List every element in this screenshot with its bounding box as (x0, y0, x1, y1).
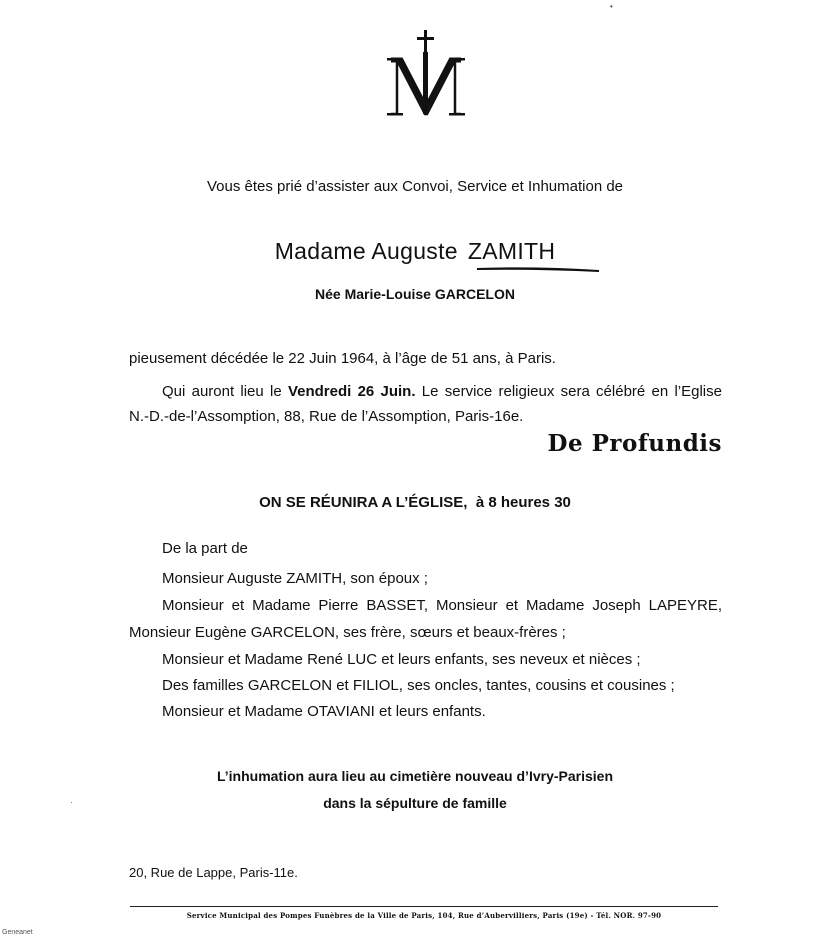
footer-rule (130, 906, 718, 907)
family-intro: De la part de (162, 540, 248, 557)
family-line: Des familles GARCELON et FILIOL, ses oncles, tantes, cousins et cousines ; (162, 677, 675, 694)
surname-underline (477, 266, 599, 272)
deceased-surname: ZAMITH (467, 238, 556, 264)
margin-dot: · (70, 798, 73, 807)
meeting-line (0, 494, 830, 511)
address: 20, Rue de Lappe, Paris-11e. (129, 865, 298, 880)
family-line: Monsieur Auguste ZAMITH, son époux ; (162, 570, 428, 587)
de-profundis: De Profundis (547, 430, 722, 457)
service-line-2: N.-D.-de-l’Assomption, 88, Rue de l’Assomption, Paris-16e. (129, 408, 524, 425)
burial-line-1: L’inhumation aura lieu au cimetière nouveau d’Ivry-Parisien (216, 768, 613, 784)
deceased-first-name: Madame Auguste (274, 238, 458, 264)
death-line: pieusement décédée le 22 Juin 1964, à l’âge de 51 ans, à Paris. (129, 350, 556, 367)
service-prefix: Qui auront lieu le (162, 383, 282, 400)
watermark: Geneanet (2, 929, 33, 936)
corner-mark: • (610, 2, 613, 11)
service-date: Vendredi 26 Juin. (287, 383, 416, 400)
family-line: Monsieur et Madame OTAVIANI et leurs enfants. (162, 703, 486, 720)
family-line: Monsieur Eugène GARCELON, ses frère, sœurs et beaux-frères ; (129, 624, 566, 641)
family-line: Monsieur et Madame René LUC et leurs enfants, ses neveux et nièces ; (162, 651, 641, 668)
service-rest: Le service religieux sera célébré en l’Eglise (421, 383, 722, 400)
marian-cross-monogram-icon (385, 30, 467, 120)
footer-imprint: Service Municipal des Pompes Funèbres de la Ville de Paris, 104, Rue d’Aubervilliers, Paris (19e) - Tél. NOR. 97-90 (186, 911, 662, 920)
meeting-text: ON SE RÉUNIRA A L’ÉGLISE, (259, 494, 468, 511)
deceased-name (0, 238, 830, 265)
invitation-line: Vous êtes prié d’assister aux Convoi, Service et Inhumation de (206, 178, 624, 195)
burial-line-2: dans la sépulture de famille (323, 795, 507, 811)
family-line: Monsieur et Madame Pierre BASSET, Monsieur et Madame Joseph LAPEYRE, (162, 597, 722, 614)
service-line-1 (162, 383, 722, 400)
meeting-time: à 8 heures 30 (475, 494, 571, 511)
maiden-name: Née Marie-Louise GARCELON (315, 286, 515, 302)
